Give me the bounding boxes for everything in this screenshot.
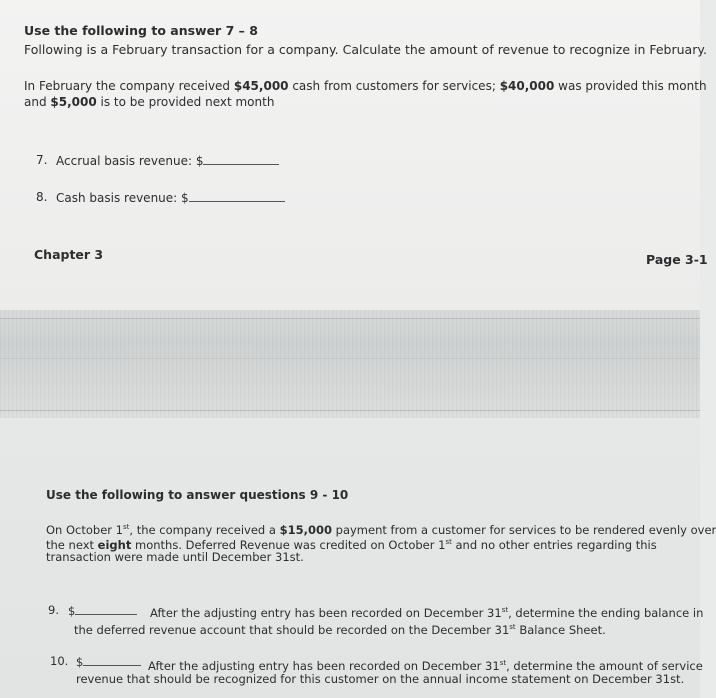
question-text: , determine the ending balance in [508, 605, 704, 620]
answer-10-blank[interactable] [83, 654, 141, 666]
question-text: After the adjusting entry has been recorded on December 31 [150, 605, 502, 620]
question-9-line-1 [150, 603, 703, 621]
question-8-number: 8. [36, 190, 48, 204]
dollar-sign: $ [68, 604, 76, 618]
intro-text: Following is a February transaction for a company. Calculate the amount of revenue to recognize in February. [24, 42, 707, 57]
question-7-text: Accrual basis revenue: $ [56, 154, 204, 168]
question-10-number: 10. [50, 654, 69, 668]
transaction-text: cash from customers for services; [288, 79, 500, 93]
page-number: Page 3-1 [646, 252, 708, 267]
ordinal-suffix: st [123, 523, 130, 531]
page-break-band [0, 310, 700, 418]
transaction-line-1 [24, 79, 707, 94]
question-7-number: 7. [36, 153, 48, 167]
section-header-9-10: Use the following to answer questions 9 - 10 [46, 488, 349, 502]
question-text: the deferred revenue account that should be recorded on the December 31 [74, 622, 510, 637]
dollar-sign: $ [76, 655, 84, 669]
transaction-text: In February the company received [24, 79, 234, 93]
section-header-7-8: Use the following to answer 7 – 8 [24, 23, 258, 38]
paragraph-text: the next [46, 537, 98, 552]
question-text: After the adjusting entry has been recorded on December 31 [148, 658, 500, 673]
amount-40000: $40,000 [499, 79, 555, 93]
paragraph-text: payment from a customer for services to be rendered evenly over [331, 522, 716, 537]
ordinal-suffix: st [509, 623, 516, 631]
paragraph-text: On October 1 [46, 522, 123, 537]
question-9-line-2 [74, 620, 606, 638]
question-9-answer [68, 603, 137, 619]
transaction-text: and [24, 95, 51, 109]
paragraph-text: , the company received a [129, 522, 280, 537]
ordinal-suffix: st [445, 538, 452, 546]
band-line-bottom [0, 410, 700, 411]
emphasis-eight: eight [97, 537, 132, 552]
amount-15000: $15,000 [279, 522, 332, 537]
question-text: , determine the amount of service [506, 658, 703, 673]
ordinal-suffix: st [501, 606, 509, 614]
question-8-label [56, 190, 285, 206]
question-10-answer [76, 654, 141, 670]
amount-45000: $45,000 [233, 79, 289, 93]
chapter-label: Chapter 3 [34, 247, 104, 262]
question-9-number: 9. [48, 603, 59, 617]
transaction-text: is to be provided next month [96, 95, 275, 109]
ordinal-suffix: st [499, 659, 507, 667]
answer-8-blank[interactable] [189, 190, 285, 202]
question-7-label [56, 153, 279, 169]
amount-5000: $5,000 [50, 95, 97, 109]
question-8-text: Cash basis revenue: $ [56, 191, 189, 205]
band-line-mid [0, 358, 700, 359]
band-line-top [0, 318, 700, 319]
transaction-line-2 [24, 95, 274, 110]
transaction-text: was provided this month [554, 79, 707, 93]
question-text: Balance Sheet. [515, 622, 606, 637]
answer-7-blank[interactable] [203, 153, 279, 165]
paragraph-text: months. Deferred Revenue was credited on October 1 [131, 537, 446, 552]
question-10-line-2: revenue that should be recognized for this customer on the annual income statement on December 31st. [76, 672, 685, 686]
paragraph-line-3: transaction were made until December 31st. [46, 550, 304, 564]
paragraph-text: and no other entries regarding this [451, 537, 657, 552]
answer-9-blank[interactable] [75, 603, 137, 615]
